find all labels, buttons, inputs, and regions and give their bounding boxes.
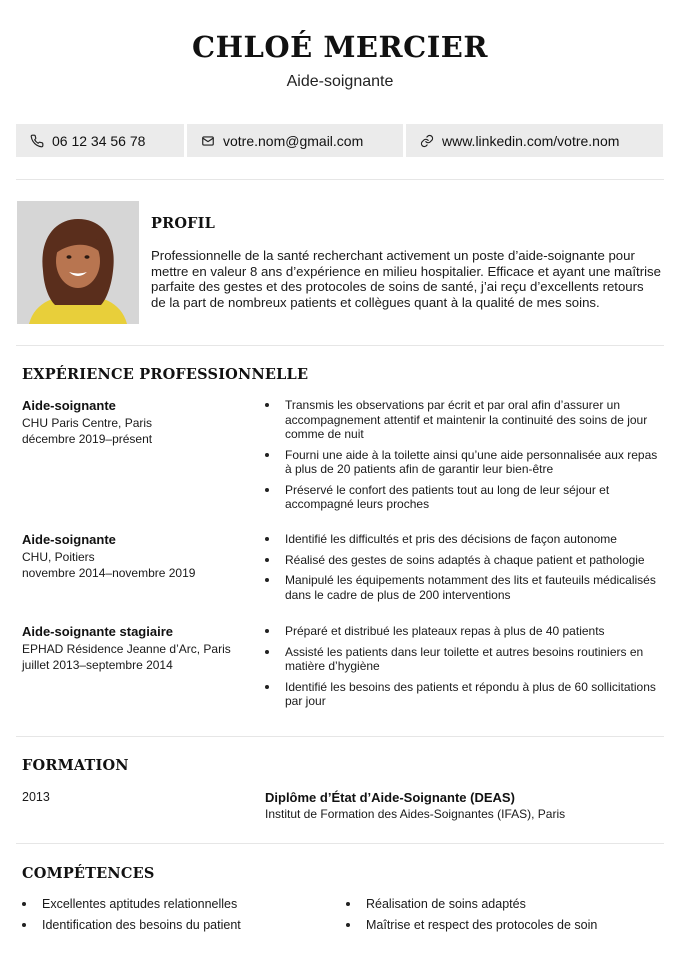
education-year: 2013 [22, 790, 50, 804]
job-bullet: Identifié les difficultés et pris des décisions de façon autonome [265, 532, 665, 547]
skills-heading: COMPÉTENCES [22, 865, 155, 882]
experience-heading: EXPÉRIENCE PROFESSIONNELLE [22, 366, 309, 383]
job-entry-title: Aide-soignante [22, 532, 116, 547]
job-entry-dates: novembre 2014–novembre 2019 [22, 566, 196, 580]
job-entry-place: CHU, Poitiers [22, 549, 95, 564]
profile-text: Professionnelle de la santé recherchant activement un poste d’aide-soignante pour mettre en valeur 8 ans d’expérience en milieu hospitalier. Efficace et ayant une maîtrise parfaite des gestes et des protocoles de soins de santé, j’ai reçu d’excellents retours de la part de nombreux patients et collègues quant à la qualité de mes soins. [151, 248, 661, 310]
phone-text: 06 12 34 56 78 [52, 132, 146, 149]
candidate-name: CHLOÉ MERCIER [192, 30, 488, 64]
education-degree: Diplôme d’État d’Aide-Soignante (DEAS) [265, 790, 515, 805]
job-bullet: Transmis les observations par écrit et par oral afin d’assurer un accompagnement attentif et maintenir la continuité des soins de jour comme de nuit [265, 398, 665, 442]
job-bullet: Assisté les patients dans leur toilette et autres besoins routiniers en matière d’hygiène [265, 645, 665, 674]
skill-item: Réalisation de soins adaptés [346, 897, 646, 911]
divider [16, 345, 664, 346]
phone-icon [30, 134, 44, 148]
profile-heading: PROFIL [151, 215, 216, 232]
job-bullet: Préservé le confort des patients tout au long de leur séjour et accompagné leurs proches [265, 483, 665, 512]
linkedin-text: www.linkedin.com/votre.nom [442, 132, 620, 149]
job-entry-place: EPHAD Résidence Jeanne d’Arc, Paris [22, 641, 231, 656]
divider [16, 843, 664, 844]
job-entry-place: CHU Paris Centre, Paris [22, 415, 153, 430]
skill-item: Identification des besoins du patient [22, 918, 322, 932]
contact-linkedin [406, 124, 663, 157]
job-title: Aide-soignante [286, 73, 394, 90]
job-bullet: Préparé et distribué les plateaux repas à plus de 40 patients [265, 624, 665, 639]
job-bullet: Fourni une aide à la toilette ainsi qu’une aide personnalisée aux repas à plus de 20 patients afin de garantir leur bien-être [265, 448, 665, 477]
job-bullet: Identifié les besoins des patients et répondu à plus de 60 sollicitations par jour [265, 680, 665, 709]
link-icon [420, 134, 434, 148]
contact-email [187, 124, 403, 157]
job-bullet: Manipulé les équipements notamment des lits et fauteuils médicalisés dans le cadre de plus de 200 interventions [265, 573, 665, 602]
envelope-icon [201, 134, 215, 148]
job-entry-dates: juillet 2013–septembre 2014 [22, 658, 173, 672]
skill-item: Maîtrise et respect des protocoles de soin [346, 918, 646, 932]
divider [16, 179, 664, 180]
divider [16, 736, 664, 737]
contact-phone [16, 124, 184, 157]
job-bullet: Réalisé des gestes de soins adaptés à chaque patient et pathologie [265, 553, 665, 568]
email-text: votre.nom@gmail.com [223, 132, 364, 149]
education-heading: FORMATION [22, 757, 129, 774]
job-entry-title: Aide-soignante [22, 398, 116, 413]
job-entry-title: Aide-soignante stagiaire [22, 624, 173, 639]
skill-item: Excellentes aptitudes relationnelles [22, 897, 322, 911]
profile-photo [17, 201, 139, 324]
education-school: Institut de Formation des Aides-Soignantes (IFAS), Paris [265, 807, 566, 821]
job-entry-dates: décembre 2019–présent [22, 432, 153, 446]
